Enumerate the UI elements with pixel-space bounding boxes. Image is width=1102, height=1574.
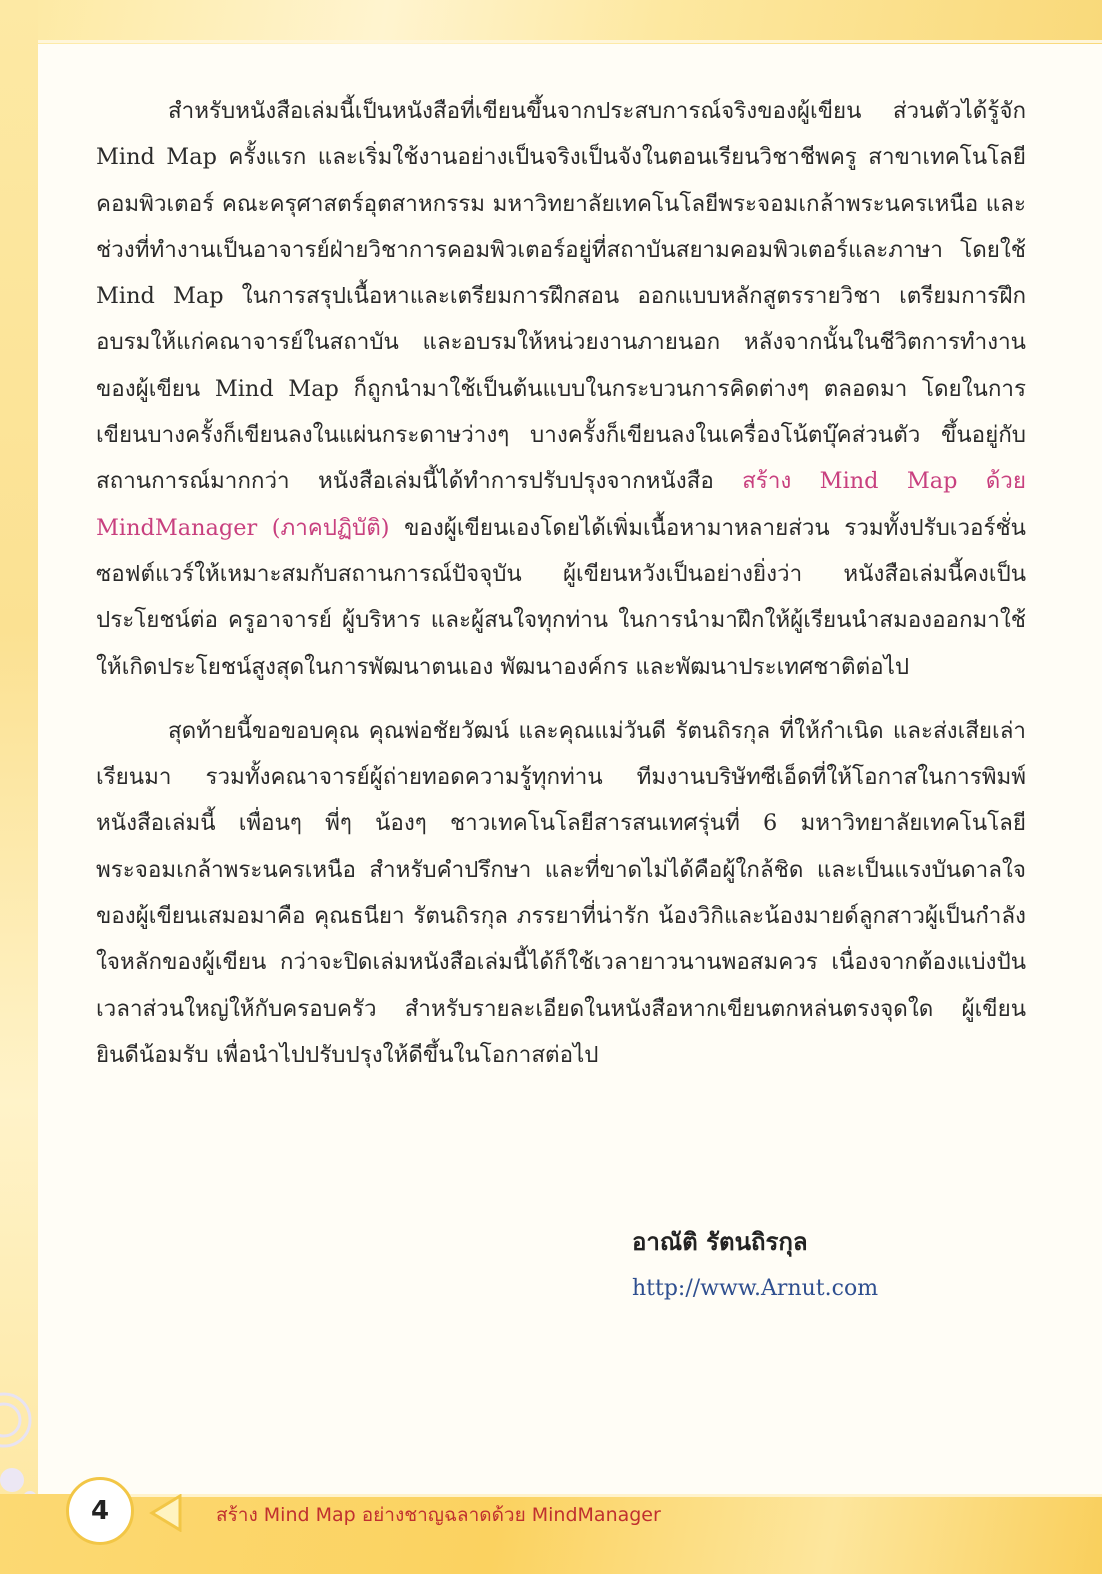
author-website[interactable]: http://www.Arnut.com — [632, 1276, 879, 1301]
main-text — [96, 88, 1026, 1078]
top-band-divider — [36, 40, 1102, 43]
footer-book-title: สร้าง Mind Map อย่างชาญฉลาดด้วย MindManager — [216, 1504, 661, 1526]
referenced-book-title: สร้าง Mind Map ด้วย MindManager (ภาคปฏิบัติ) — [96, 468, 1027, 541]
footer-divider — [100, 1494, 1102, 1497]
paragraph-acknowledgement: สุดท้ายนี้ขอขอบคุณ คุณพ่อชัยวัฒน์ และคุณแม่วันดี รัตนถิรกุล ที่ให้กำเนิด และส่งเสียเล่าเรียนมา รวมทั้งคณาจารย์ผู้ถ่ายทอดความรู้ทุกท่าน ทีมงานบริษัทซีเอ็ดที่ให้โอกาสในการพิมพ์หนังสือเล่มนี้ เพื่อนๆ พี่ๆ น้องๆ ชาวเทคโนโลยีสารสนเทศรุ่นที่ 6 มหาวิทยาลัยเทคโนโลยีพระจอมเกล้าพระนครเหนือ สำหรับคำปรึกษา และที่ขาดไม่ได้คือผู้ใกล้ชิด และเป็นแรงบันดาลใจของผู้เขียนเสมอมาคือ คุณธนียา รัตนถิรกุล ภรรยาที่น่ารัก น้องวิกิและน้องมายด์ลูกสาวผู้เป็นกำลังใจหลักของผู้เขียน กว่าจะปิดเล่มหนังสือเล่มนี้ได้ก็ใช้เวลายาวนานพอสมควร เนื่องจากต้องแบ่งปันเวลาส่วนใหญ่ให้กับครอบครัว สำหรับรายละเอียดในหนังสือหากเขียนตกหล่นตรงจุดใด ผู้เขียนยินดีน้อมรับ เพื่อนำไปปรับปรุงให้ดีขึ้นในโอกาสต่อไป — [96, 717, 1026, 1068]
paragraph-intro — [96, 88, 1026, 690]
left-decorative-strip — [0, 0, 38, 1574]
top-decorative-band — [0, 0, 1102, 44]
author-name: อาณัติ รัตนถิรกุล — [632, 1228, 808, 1256]
paragraph-intro-start: สำหรับหนังสือเล่มนี้เป็นหนังสือที่เขียนขึ้นจากประสบการณ์จริงของผู้เขียน ส่วนตัวได้รู้จัก Mind Map ครั้งแรก และเริ่มใช้งานอย่างเป็นจริงเป็นจังในตอนเรียนวิชาชีพครู สาขาเทคโนโลยีคอมพิวเตอร์ คณะครุศาสตร์อุตสาหกรรม มหาวิทยาลัยเทคโนโลยีพระจอมเกล้าพระนครเหนือ และช่วงที่ทำงานเป็นอาจารย์ฝ่ายวิชาการคอมพิวเตอร์อยู่ที่สถาบันสยามคอมพิวเตอร์และภาษา โดยใช้ Mind Map ในการสรุปเนื้อหาและเตรียมการฝึกสอน ออกแบบหลักสูตรรายวิชา เตรียมการฝึกอบรมให้แก่คณาจารย์ในสถาบัน และอบรมให้หน่วยงานภายนอก หลังจากนั้นในชีวิตการทำงานของผู้เขียน Mind Map ก็ถูกนำมาใช้เป็นต้นแบบในกระบวนการคิดต่างๆ ตลอดมา โดยในการเขียนบางครั้งก็เขียนลงในแผ่นกระดาษว่างๆ บางครั้งก็เขียนลงในเครื่องโน้ตบุ๊คส่วนตัว ขึ้นอยู่กับสถานการณ์มากกว่า หนังสือเล่มนี้ได้ทำการปรับปรุงจากหนังสือ — [96, 98, 1026, 495]
page-number: 4 — [66, 1477, 134, 1545]
left-arrow-icon — [148, 1494, 182, 1532]
page-body — [38, 44, 1102, 1494]
paragraph-intro-end: ของผู้เขียนเองโดยได้เพิ่มเนื้อหามาหลายส่วน รวมทั้งปรับเวอร์ชั่นซอฟต์แวร์ให้เหมาะสมกับสถานการณ์ปัจจุบัน ผู้เขียนหวังเป็นอย่างยิ่งว่า หนังสือเล่มนี้คงเป็นประโยชน์ต่อ ครูอาจารย์ ผู้บริหาร และผู้สนใจทุกท่าน ในการนำมาฝึกให้ผู้เรียนนำสมองออกมาใช้ให้เกิดประโยชน์สูงสุดในการพัฒนาตนเอง พัฒนาองค์กร และพัฒนาประเทศชาติต่อไป — [96, 514, 1026, 680]
